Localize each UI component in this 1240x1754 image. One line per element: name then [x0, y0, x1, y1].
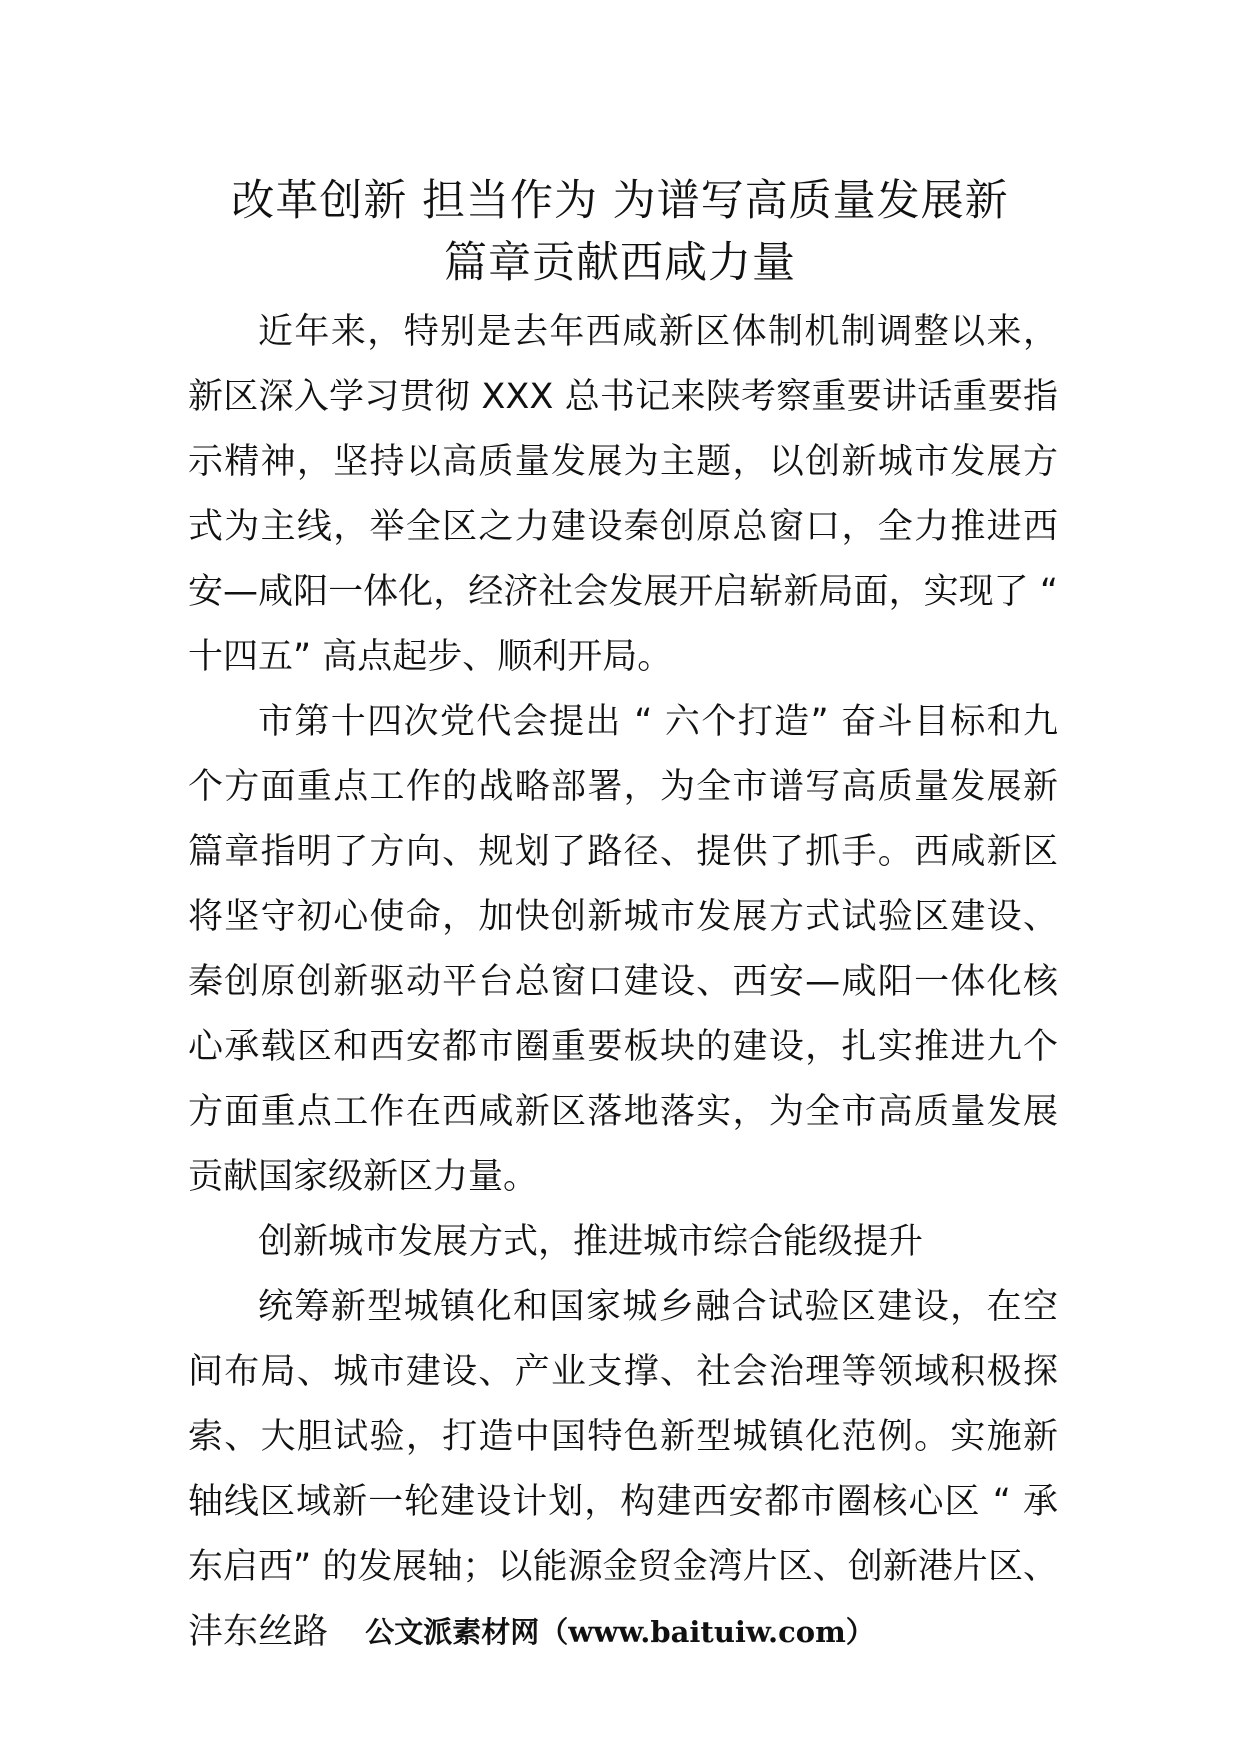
- paragraph-intro: 近年来，特别是去年西咸新区体制机制调整以来，新区深入学习贯彻 XXX 总书记来陕考察重要讲话重要指示精神，坚持以高质量发展为主题，以创新城市发展方式为主线，举全区之力建设秦创原总窗口，全力推进西安—咸阳一体化，经济社会发展开启崭新局面，实现了 “ 十四五” 高点起步、顺利开局。: [188, 312, 1058, 677]
- document-body: [188, 300, 1058, 1665]
- footer-watermark: [0, 1612, 1240, 1652]
- section-heading: 创新城市发展方式，推进城市综合能级提升: [258, 1222, 924, 1262]
- title-line-2: 篇章贡献西咸力量: [444, 238, 796, 288]
- document-title: [150, 170, 1090, 294]
- paragraph-party-congress: 市第十四次党代会提出 “ 六个打造” 奋斗目标和九个方面重点工作的战略部署，为全市谱写高质量发展新篇章指明了方向、规划了路径、提供了抓手。西咸新区将坚守初心使命，加快创新城市发展方式试验区建设、秦创原创新驱动平台总窗口建设、西安—咸阳一体化核心承载区和西安都市圈重要板块的建设，扎实推进九个方面重点工作在西咸新区落地落实，为全市高质量发展贡献国家级新区力量。: [188, 702, 1058, 1197]
- footer-site-url: （www.baituiw.com）: [539, 1615, 875, 1649]
- paragraph-urbanization: 统筹新型城镇化和国家城乡融合试验区建设，在空间布局、城市建设、产业支撑、社会治理等领域积极探索、大胆试验，打造中国特色新型城镇化范例。实施新轴线区域新一轮建设计划，构建西安都市圈核心区 “ 承东启西” 的发展轴；以能源金贸金湾片区、创新港片区、沣东丝路: [188, 1287, 1058, 1652]
- title-line-1: 改革创新 担当作为 为谱写高质量发展新: [231, 176, 1009, 226]
- footer-site-name: 公文派素材网: [365, 1615, 540, 1649]
